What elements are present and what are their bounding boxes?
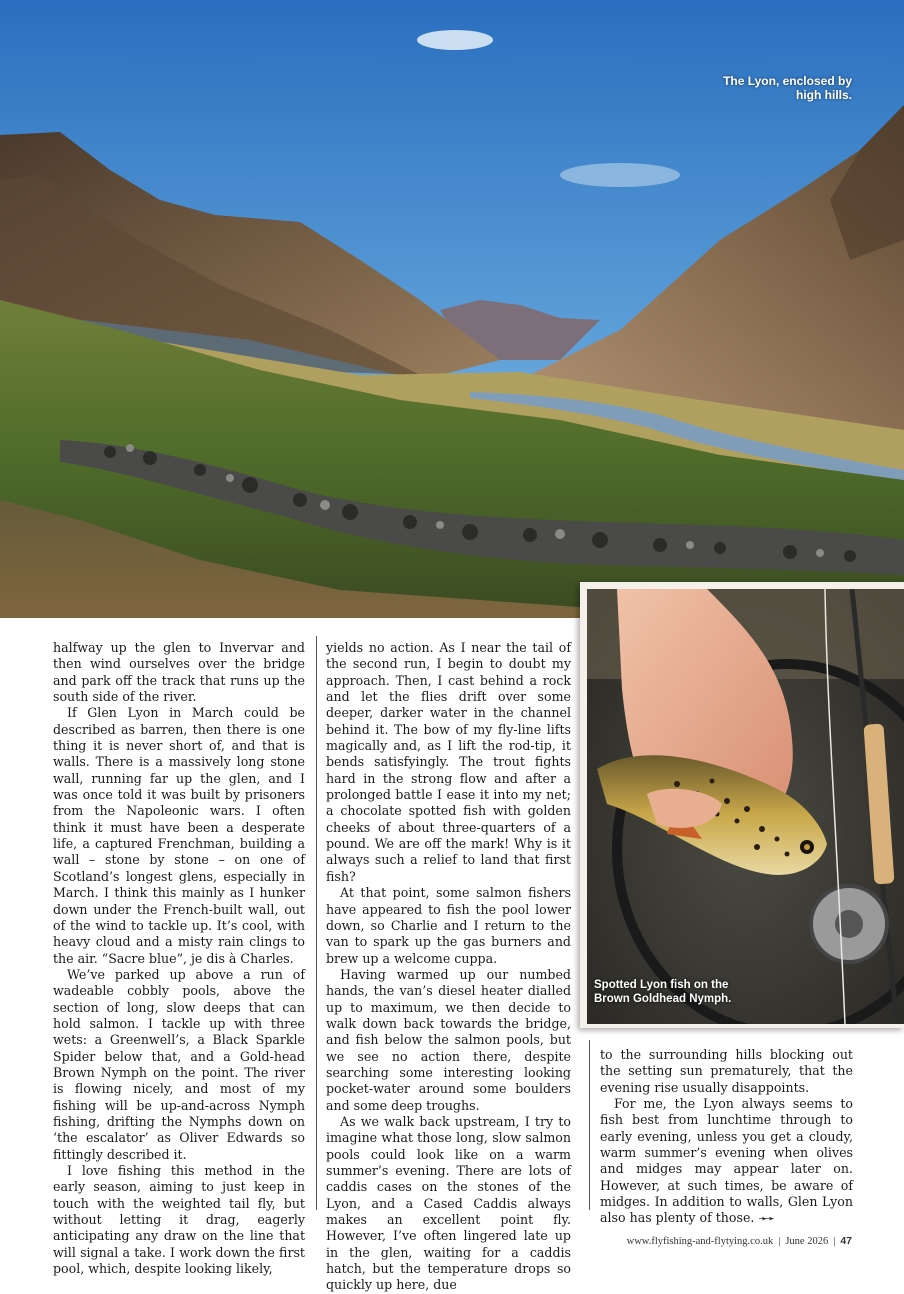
paragraph: At that point, some salmon fishers have appeared to fish the pool lower down, so Charlie and I return to the van to spark up the gas burners and brew up a welcome cuppa. bbox=[326, 885, 571, 966]
paragraph: I love fishing this method in the early season, aiming to just keep in touch with the weighted tail fly, but without letting it drag, eagerly anticipating any draw on the line that will signal a take. I work down the first pool, which, despite looking likely, bbox=[53, 1163, 305, 1277]
paragraph bbox=[600, 1096, 853, 1228]
article-column-1 bbox=[53, 640, 305, 1277]
column-rule-2 bbox=[589, 1040, 590, 1210]
fish-photo bbox=[580, 582, 904, 1028]
paragraph: to the surrounding hills blocking out the setting sun prematurely, that the evening rise usually disappoints. bbox=[600, 1047, 853, 1095]
paragraph: We’ve parked up above a run of wadeable cobbly pools, above the section of long, slow deeps that can hold salmon. I tackle up with three wets: a Greenwell’s, a Black Sparkle Spider below that, and a Gold-head Brown Nymph on the point. The river is flowing nicely, and most of my fishing will be up-and-across Nymph fishing, drifting the Nymphs down on ‘the escalator’ as Oliver Edwards so fittingly described it. bbox=[53, 966, 305, 1162]
paragraph-text: For me, the Lyon always seems to fish best from lunchtime through to early evening, unless you get a cloudy, warm summer’s evening when olives and midges may appear later on. However, at such times, be aware of midges. In addition to walls, Glen Lyon also has plenty of those. bbox=[600, 1096, 853, 1226]
footer-separator: | bbox=[778, 1236, 781, 1247]
paragraph: If Glen Lyon in March could be described as barren, then there is one thing it is never short of, and that is walls. There is a massively long stone wall, running far up the glen, and I was once told it was built by prisoners from the Napoleonic wars. I often think it must have been a desperate life, a captured Frenchman, building a wall – stone by stone – on one of Scotland’s longest glens, especially in March. I think this mainly as I hunker down under the French-built wall, out of the wind to tackle up. It’s cool, with heavy cloud and a misty rain clings to the air. “Sacre blue”, je dis à Charles. bbox=[53, 705, 305, 966]
fish-caption-line-1: Spotted Lyon fish on the bbox=[594, 979, 729, 991]
hero-photo bbox=[0, 0, 904, 618]
paragraph: halfway up the glen to Invervar and then wind ourselves over the bridge and park off the track that runs up the south side of the river. bbox=[53, 640, 305, 705]
fish-caption-line-2: Brown Goldhead Nymph. bbox=[594, 993, 732, 1005]
hero-caption: The Lyon, enclosed by high hills. bbox=[723, 74, 852, 102]
page-footer bbox=[627, 1235, 852, 1247]
footer-separator: | bbox=[833, 1236, 836, 1247]
page-number: 47 bbox=[840, 1235, 852, 1247]
fish-caption bbox=[594, 978, 731, 1006]
column-rule-1 bbox=[316, 636, 317, 1210]
paragraph: Having warmed up our numbed hands, the van’s diesel heater dialled up to maximum, we then decide to walk down back towards the bridge, and fish below the salmon pools, but we see no action there, despite searching some interesting looking pocket-water around some boulders and some deep troughs. bbox=[326, 966, 571, 1113]
trout-in-hand-image bbox=[587, 589, 904, 1024]
footer-date: June 2026 bbox=[785, 1236, 829, 1247]
paragraph: yields no action. As I near the tail of the second run, I begin to doubt my approach. Then, I cast behind a rock and let the flies drift over some deeper, darker water in the channel behind it. The bow of my fly-line lifts magically and, as I lift the rod-tip, it bends satisfyingly. The trout fights hard in the strong flow and after a prolonged battle I ease it into my net; a chocolate spotted fish with golden cheeks of about three-quarters of a pound. We are off the mark! Why is it always such a relief to land that first fish? bbox=[326, 640, 571, 884]
article-column-2 bbox=[326, 640, 571, 1294]
footer-url: www.flyfishing-and-flytying.co.uk bbox=[626, 1236, 774, 1247]
article-column-3 bbox=[600, 1047, 853, 1228]
paragraph: As we walk back upstream, I try to imagine what those long, slow salmon pools could look like on a warm summer’s evening. There are lots of caddis cases on the stones of the Lyon, and a Cased Caddis always makes an excellent point fly. However, I’ve often lingered late up in the glen, waiting for a caddis hatch, but the temperature drops so quickly up here, due bbox=[326, 1113, 571, 1293]
end-mark-icon: ➛➛ bbox=[758, 1212, 773, 1226]
